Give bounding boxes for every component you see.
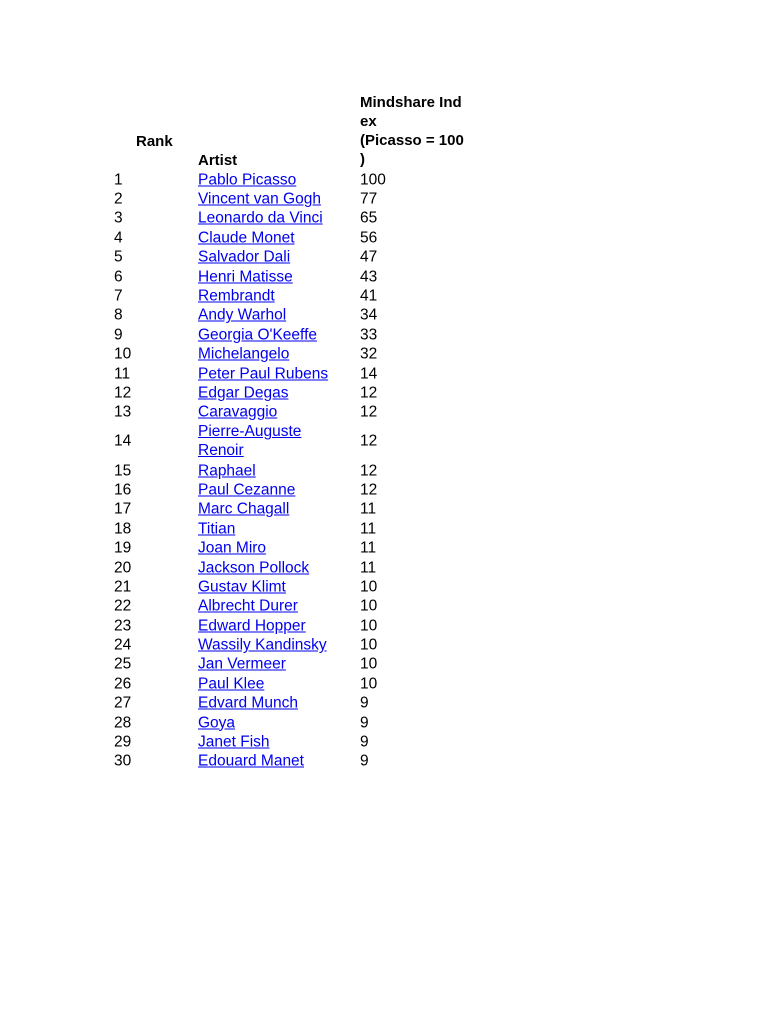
artist-cell xyxy=(198,209,323,228)
artist-link[interactable]: Paul Klee xyxy=(198,675,265,693)
artist-cell xyxy=(198,422,301,460)
rank-cell: 11 xyxy=(114,365,131,383)
artist-link[interactable]: Titian xyxy=(198,520,236,538)
artist-cell xyxy=(198,519,235,538)
table-row xyxy=(0,577,768,596)
artist-column-header: Artist xyxy=(198,152,238,169)
mindshare-value-cell: 33 xyxy=(360,326,378,344)
artist-link[interactable]: Joan Miro xyxy=(198,539,267,557)
rank-cell: 20 xyxy=(114,559,132,577)
mindshare-value-cell: 12 xyxy=(360,403,378,421)
mindshare-value-cell: 56 xyxy=(360,229,378,247)
rank-cell: 7 xyxy=(114,287,123,305)
table-row xyxy=(0,228,768,247)
rank-cell: 9 xyxy=(114,326,123,344)
artist-cell xyxy=(198,713,235,732)
mindshare-value-cell: 43 xyxy=(360,268,378,286)
artist-link[interactable]: Janet Fish xyxy=(198,733,270,751)
mindshare-value-cell: 10 xyxy=(360,675,378,693)
mindshare-value-cell: 65 xyxy=(360,209,378,227)
artist-link[interactable] xyxy=(198,422,301,460)
table-row xyxy=(0,713,768,732)
artist-cell xyxy=(198,539,266,558)
artist-cell xyxy=(198,597,298,616)
artist-link[interactable]: Michelangelo xyxy=(198,345,290,363)
rank-cell: 2 xyxy=(114,190,123,208)
mindshare-value-cell: 41 xyxy=(360,287,378,305)
table-row xyxy=(0,616,768,635)
table-row xyxy=(0,383,768,402)
artist-link[interactable]: Edward Hopper xyxy=(198,617,306,635)
mindshare-value-cell: 9 xyxy=(360,694,369,712)
index-header-line: Mindshare Ind xyxy=(360,94,462,111)
table-row xyxy=(0,267,768,286)
artist-link[interactable]: Georgia O'Keeffe xyxy=(198,326,317,344)
artist-cell xyxy=(198,306,286,325)
mindshare-value-cell: 11 xyxy=(360,520,377,538)
artist-link[interactable]: Caravaggio xyxy=(198,403,278,421)
table-row xyxy=(0,752,768,771)
rank-cell: 25 xyxy=(114,655,132,673)
rank-cell: 28 xyxy=(114,714,132,732)
mindshare-value-cell: 11 xyxy=(360,559,377,577)
table-row xyxy=(0,170,768,189)
table-row xyxy=(0,422,768,461)
mindshare-index-column-header xyxy=(360,93,480,169)
rank-cell: 30 xyxy=(114,752,132,770)
rank-cell: 17 xyxy=(114,500,132,518)
artist-link[interactable]: Jackson Pollock xyxy=(198,559,310,577)
artist-cell xyxy=(198,674,264,693)
table-row xyxy=(0,345,768,364)
index-header-line: ) xyxy=(360,151,365,168)
artist-link[interactable]: Jan Vermeer xyxy=(198,655,286,673)
rank-cell: 5 xyxy=(114,248,123,266)
rank-cell: 18 xyxy=(114,520,132,538)
rank-cell: 22 xyxy=(114,597,132,615)
artist-link[interactable]: Leonardo da Vinci xyxy=(198,209,323,227)
mindshare-value-cell: 9 xyxy=(360,752,369,770)
mindshare-value-cell: 9 xyxy=(360,733,369,751)
rank-cell: 12 xyxy=(114,384,132,402)
artist-link[interactable]: Paul Cezanne xyxy=(198,481,296,499)
table-row xyxy=(0,480,768,499)
rank-cell: 13 xyxy=(114,403,132,421)
mindshare-value-cell: 100 xyxy=(360,171,386,189)
table-row xyxy=(0,635,768,654)
artist-cell xyxy=(198,655,286,674)
artist-cell xyxy=(198,287,275,306)
artist-cell xyxy=(198,267,293,286)
mindshare-value-cell: 12 xyxy=(360,481,378,499)
table-row xyxy=(0,519,768,538)
mindshare-value-cell: 12 xyxy=(360,462,378,480)
artist-cell xyxy=(198,694,298,713)
rank-cell: 27 xyxy=(114,694,132,712)
artist-cell xyxy=(198,248,290,267)
table-row xyxy=(0,558,768,577)
artist-cell xyxy=(198,345,289,364)
rank-cell: 15 xyxy=(114,462,132,480)
artist-cell xyxy=(198,325,317,344)
table-row xyxy=(0,674,768,693)
artist-ranking-table xyxy=(0,170,768,771)
artist-link[interactable]: Rembrandt xyxy=(198,287,275,305)
rank-cell: 14 xyxy=(114,432,132,450)
artist-cell xyxy=(198,558,309,577)
mindshare-value-cell: 11 xyxy=(360,539,377,557)
artist-link[interactable]: Raphael xyxy=(198,462,256,480)
artist-cell xyxy=(198,500,289,519)
mindshare-value-cell: 14 xyxy=(360,365,378,383)
artist-cell xyxy=(198,752,304,771)
artist-cell xyxy=(198,616,306,635)
table-row xyxy=(0,306,768,325)
table-row xyxy=(0,364,768,383)
artist-link[interactable]: Edouard Manet xyxy=(198,752,304,770)
artist-cell xyxy=(198,636,327,655)
artist-link[interactable]: Gustav Klimt xyxy=(198,578,286,596)
index-header-line: (Picasso = 100 xyxy=(360,132,464,149)
table-row xyxy=(0,655,768,674)
artist-link[interactable]: Goya xyxy=(198,714,236,732)
table-row xyxy=(0,403,768,422)
rank-cell: 16 xyxy=(114,481,132,499)
rank-cell: 4 xyxy=(114,229,123,247)
mindshare-value-cell: 47 xyxy=(360,248,378,266)
rank-cell: 1 xyxy=(114,171,123,189)
mindshare-value-cell: 12 xyxy=(360,432,378,450)
rank-cell: 6 xyxy=(114,268,123,286)
artist-link[interactable]: Salvador Dali xyxy=(198,248,291,266)
artist-cell xyxy=(198,190,321,209)
artist-link-line: Renoir xyxy=(198,442,244,460)
artist-link[interactable]: Edvard Munch xyxy=(198,694,298,712)
artist-link[interactable]: Peter Paul Rubens xyxy=(198,365,329,383)
mindshare-value-cell: 10 xyxy=(360,636,378,654)
mindshare-value-cell: 10 xyxy=(360,578,378,596)
artist-cell xyxy=(198,461,256,480)
mindshare-value-cell: 9 xyxy=(360,714,369,732)
artist-cell xyxy=(198,383,288,402)
artist-link[interactable]: Andy Warhol xyxy=(198,306,287,324)
artist-link[interactable]: Albrecht Durer xyxy=(198,597,298,615)
rank-cell: 21 xyxy=(114,578,132,596)
artist-cell xyxy=(198,228,295,247)
table-row xyxy=(0,597,768,616)
artist-link[interactable]: Vincent van Gogh xyxy=(198,190,321,208)
mindshare-value-cell: 10 xyxy=(360,597,378,615)
artist-link[interactable]: Claude Monet xyxy=(198,229,295,247)
artist-link[interactable]: Pablo Picasso xyxy=(198,171,297,189)
rank-cell: 26 xyxy=(114,675,132,693)
artist-cell xyxy=(198,403,277,422)
rank-cell: 19 xyxy=(114,539,132,557)
rank-cell: 23 xyxy=(114,617,132,635)
artist-link[interactable]: Wassily Kandinsky xyxy=(198,636,327,654)
artist-link[interactable]: Edgar Degas xyxy=(198,384,289,402)
mindshare-value-cell: 32 xyxy=(360,345,378,363)
artist-cell xyxy=(198,170,296,189)
mindshare-value-cell: 34 xyxy=(360,306,378,324)
table-row xyxy=(0,209,768,228)
rank-cell: 8 xyxy=(114,306,123,324)
table-row xyxy=(0,732,768,751)
table-row xyxy=(0,500,768,519)
mindshare-value-cell: 12 xyxy=(360,384,378,402)
artist-cell xyxy=(198,733,270,752)
table-row xyxy=(0,286,768,305)
rank-cell: 3 xyxy=(114,209,123,227)
table-row xyxy=(0,694,768,713)
rank-cell: 24 xyxy=(114,636,132,654)
rank-column-header: Rank xyxy=(136,133,173,150)
artist-cell xyxy=(198,577,286,596)
table-row xyxy=(0,461,768,480)
mindshare-value-cell: 11 xyxy=(360,500,377,518)
rank-cell: 10 xyxy=(114,345,132,363)
index-header-line: ex xyxy=(360,113,377,130)
artist-cell xyxy=(198,364,328,383)
artist-link[interactable]: Henri Matisse xyxy=(198,268,293,286)
artist-link-line: Pierre-Auguste xyxy=(198,423,302,441)
mindshare-value-cell: 10 xyxy=(360,655,378,673)
rank-cell: 29 xyxy=(114,733,132,751)
table-row xyxy=(0,248,768,267)
table-row xyxy=(0,189,768,208)
table-row xyxy=(0,325,768,344)
table-row xyxy=(0,538,768,557)
artist-link[interactable]: Marc Chagall xyxy=(198,500,290,518)
artist-cell xyxy=(198,480,295,499)
mindshare-value-cell: 10 xyxy=(360,617,378,635)
mindshare-value-cell: 77 xyxy=(360,190,378,208)
